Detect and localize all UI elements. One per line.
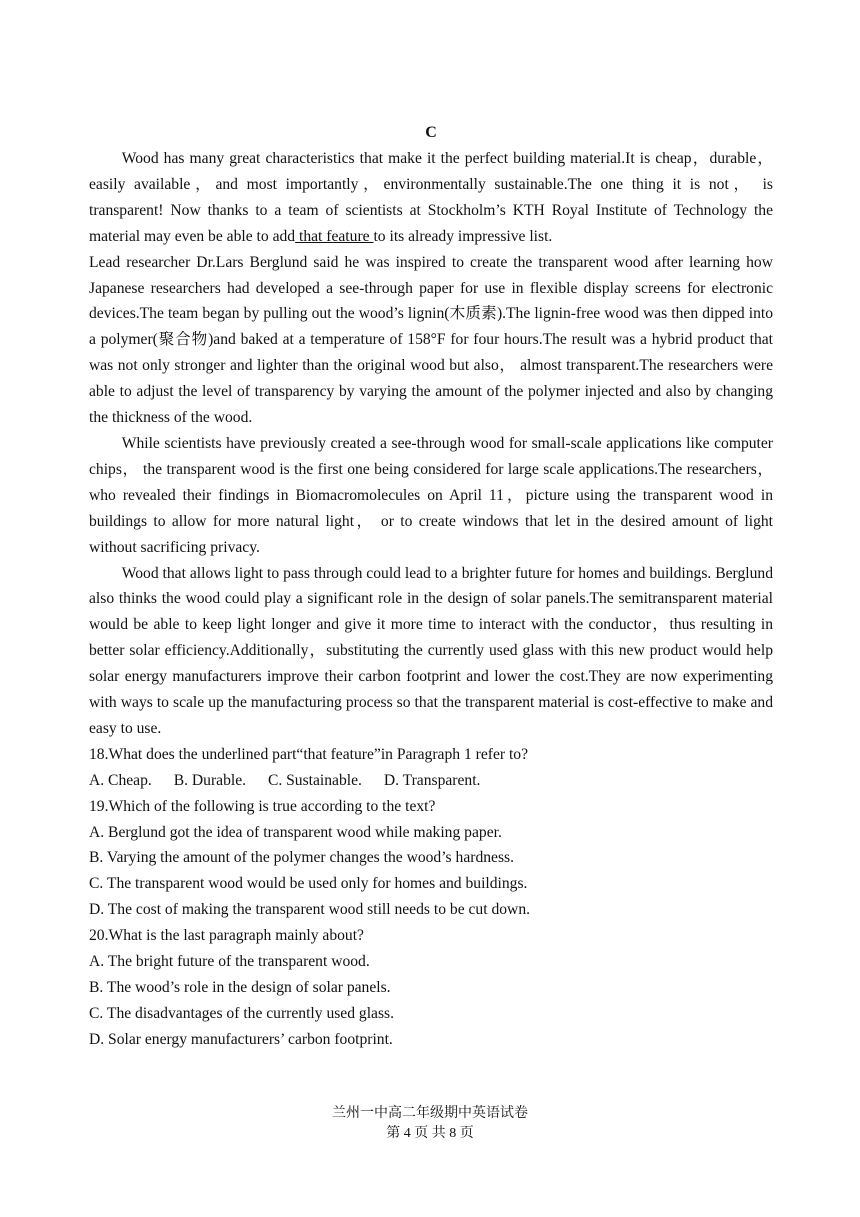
option-b: B. Varying the amount of the polymer changes the wood’s hardness. [89, 849, 514, 867]
paragraph-1 [89, 146, 773, 250]
option-d: D. Solar energy manufacturers’ carbon footprint. [89, 1030, 393, 1048]
paragraph-2: Lead researcher Dr.Lars Berglund said he was inspired to create the transparent wood after learning how Japanese researchers had developed a see-through paper for use in flexible display screens for electronic devices.The team began by pulling out the wood’s lignin(木质素).The lignin-free wood was then dipped into a polymer(聚合物)and baked at a temperature of 158°F for four hours.The result was a hybrid product that was not only stronger and lighter than the original wood but also， almost transparent.The researchers were able to adjust the level of transparency by varying the amount of the polymer injected and also by changing the thickness of the wood. [89, 253, 773, 427]
page-number: 第 4 页 共 8 页 [386, 1126, 474, 1141]
option-a: A. The bright future of the transparent wood. [89, 953, 370, 971]
option-c: C. The disadvantages of the currently used glass. [89, 1004, 395, 1022]
option-c: C. Sustainable. [267, 771, 362, 789]
option-c: C. The transparent wood would be used only for homes and buildings. [89, 875, 528, 893]
section-title: C [425, 124, 437, 141]
exam-title: 兰州一中高二年级期中英语试卷 [332, 1106, 528, 1121]
question-20: 20.What is the last paragraph mainly about? [89, 927, 364, 945]
page-footer [0, 1104, 860, 1144]
question-19: 19.Which of the following is true according to the text? [89, 797, 436, 815]
paragraph-4: Wood that allows light to pass through could lead to a brighter future for homes and buildings. Berglund also thinks the wood could play a significant role in the design of solar panels.The semitransparent material would be able to keep light longer and give it more time to interact with the conductor，thus resulting in better solar efficiency.Additionally，substituting the currently used glass with this new product would help solar energy manufacturers improve their carbon footprint and lower the cost.They are now experimenting with ways to scale up the manufacturing process so that the transparent material is cost-effective to make and easy to use. [89, 564, 773, 737]
option-b: B. The wood’s role in the design of solar panels. [89, 979, 391, 996]
question-18: 18.What does the underlined part“that feature”in Paragraph 1 refer to? [89, 745, 529, 763]
option-d: D. The cost of making the transparent wood still needs to be cut down. [89, 901, 531, 919]
option-b: B. Durable. [173, 771, 247, 789]
question-18-options [89, 768, 773, 794]
option-a: A. Cheap. [89, 771, 152, 789]
option-d: D. Transparent. [383, 771, 481, 789]
option-a: A. Berglund got the idea of transparent wood while making paper. [89, 823, 502, 841]
reading-passage [89, 120, 773, 1053]
paragraph-3: While scientists have previously created a see-through wood for small-scale applications like computer chips， the transparent wood is the first one being considered for large scale applications.The researchers， who revealed their findings in Biomacromolecules on April 11，picture using the transparent wood in buildings to allow for more natural light， or to create windows that let in the desired amount of light without sacrificing privacy. [89, 434, 773, 556]
paragraph-1-end: to its already impressive list. [373, 227, 553, 245]
paragraph-1-text: Wood has many great characteristics that make it the perfect building material.It is cheap，durable，easily available，and most importantly，environmentally sustainable.The one thing it is not， is transparent! Now thanks to a team of scientists at Stockholm’s KTH Royal Institute of Technology the material may even be able to add [89, 150, 773, 245]
underlined-phrase: that feature [295, 227, 374, 245]
